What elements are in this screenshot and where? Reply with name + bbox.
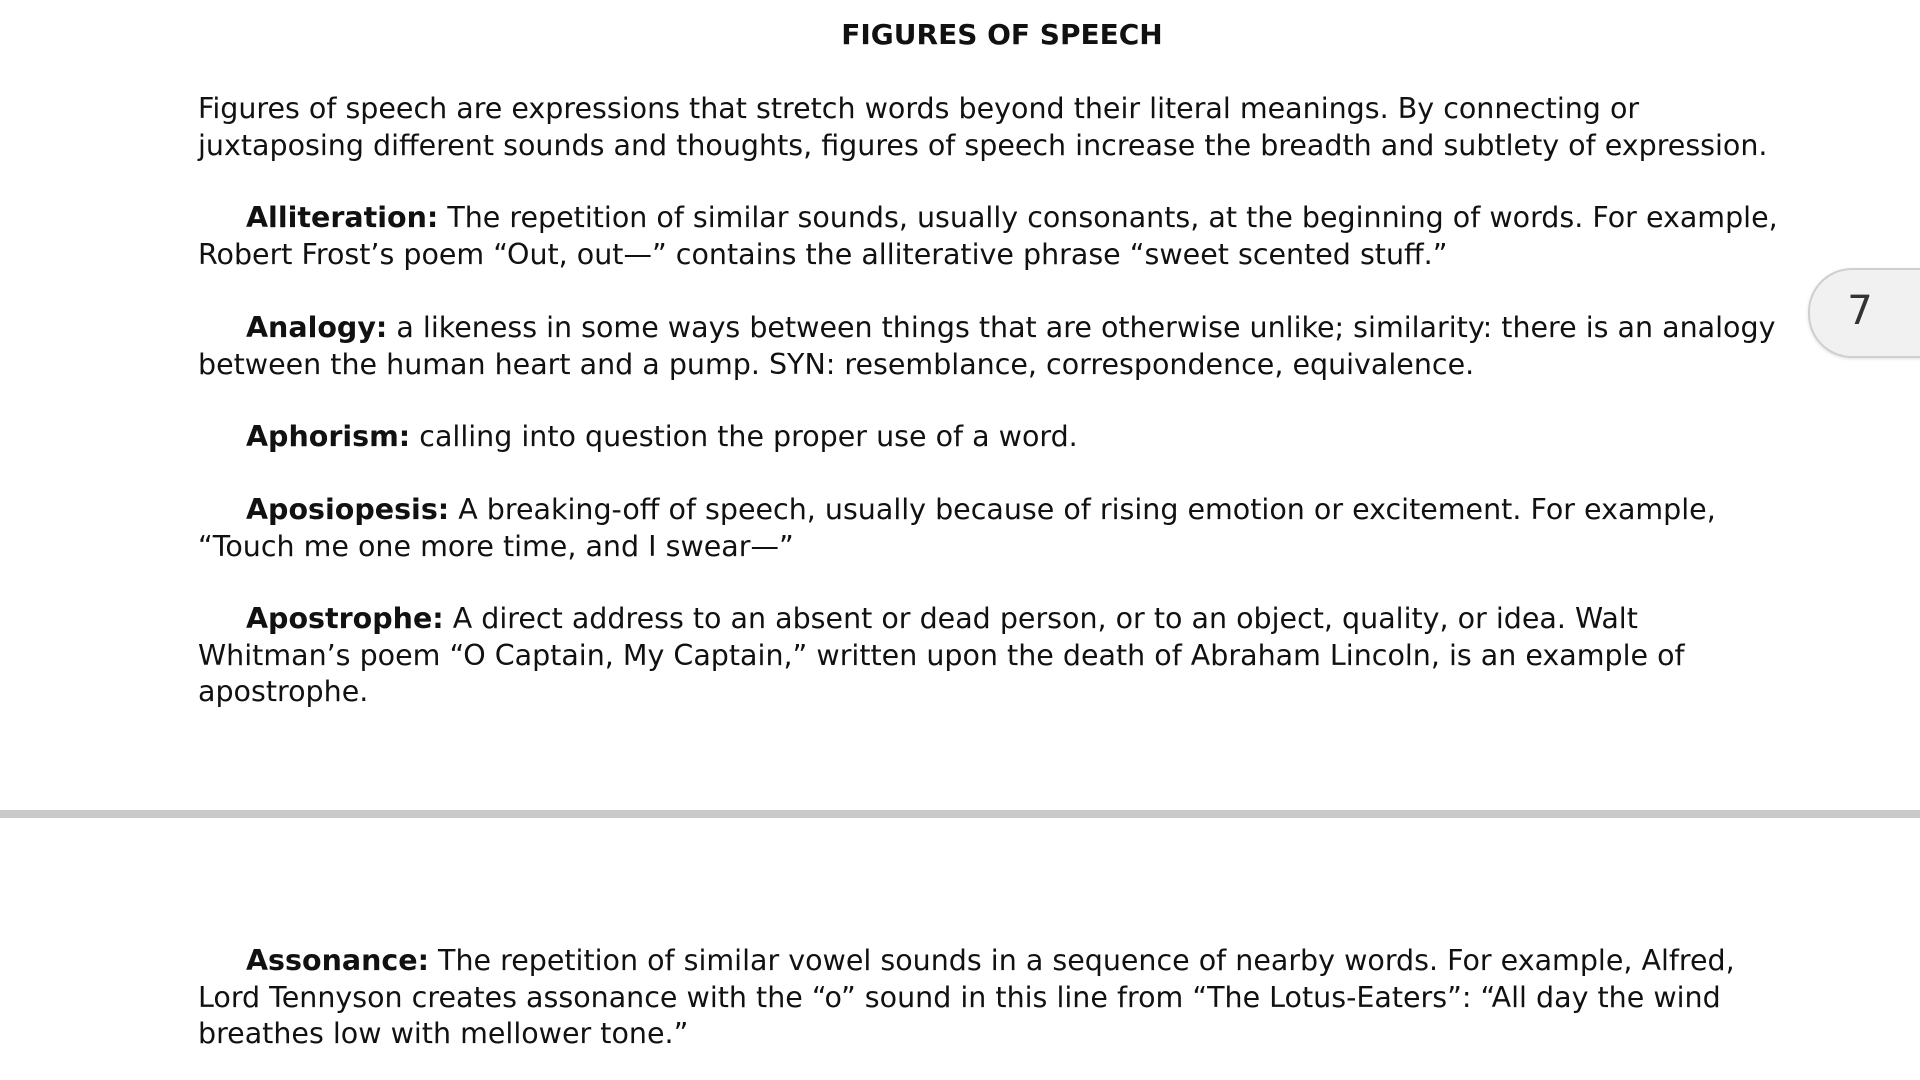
entry-definition: The repetition of similar vowel sounds in a sequence of nearby words. For example, Alfred, Lord Tennyson creates assonance with the “o” sound in this line from “The Lotus-Eaters”: “All day the wind breathes low with mellower tone.”	[198, 944, 1735, 1050]
entry-alliteration	[198, 200, 1796, 273]
page-number: 7	[1847, 288, 1873, 334]
entry-definition: calling into question the proper use of a word.	[410, 420, 1078, 453]
entry-definition: A direct address to an absent or dead person, or to an object, quality, or idea. Walt Whitman’s poem “O Captain, My Captain,” written upon the death of Abraham Lincoln, is an example of apostrophe.	[198, 602, 1685, 708]
entry-definition: A breaking-off of speech, usually because of rising emotion or excitement. For example, “Touch me one more time, and I swear—”	[198, 493, 1716, 563]
page-separator	[0, 810, 1920, 818]
entry-apostrophe	[198, 601, 1796, 711]
entry-definition: The repetition of similar sounds, usually consonants, at the beginning of words. For example, Robert Frost’s poem “Out, out—” contains the alliterative phrase “sweet scented stuff.”	[198, 201, 1778, 271]
entry-term: Apostrophe:	[246, 602, 444, 635]
entry-assonance	[198, 943, 1796, 1053]
document-page	[0, 818, 1920, 1080]
entry-term: Alliteration:	[246, 201, 439, 234]
entry-term: Aphorism:	[246, 420, 411, 453]
entry-term: Analogy:	[246, 311, 388, 344]
entry-term: Aposiopesis:	[246, 493, 450, 526]
entry-definition: a likeness in some ways between things that are otherwise unlike; similarity: there is an analogy between the human heart and a pump. SYN: resemblance, correspondence, equivalence.	[198, 311, 1776, 381]
entry-aphorism	[198, 419, 1796, 456]
page-title: FIGURES OF SPEECH	[841, 18, 1163, 51]
entry-analogy	[198, 310, 1796, 383]
entry-term: Assonance:	[246, 944, 429, 977]
entry-aposiopesis	[198, 492, 1796, 565]
intro-paragraph: Figures of speech are expressions that stretch words beyond their literal meanings. By connecting or juxtaposing different sounds and thoughts, figures of speech increase the breadth and subtlety of expression.	[198, 92, 1768, 162]
